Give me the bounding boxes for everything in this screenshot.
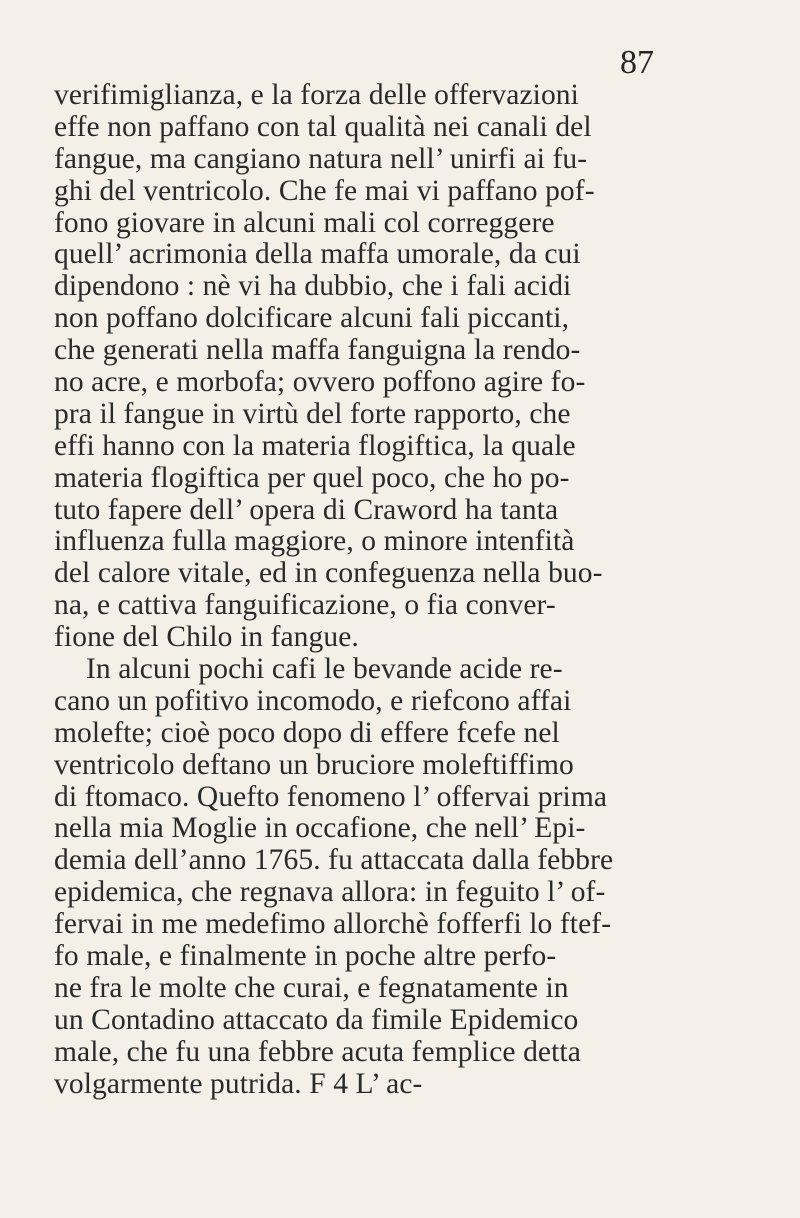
text-line: fione del Chilo in fangue.: [54, 621, 359, 654]
page-number: 87: [620, 44, 654, 81]
text-line: cano un pofitivo incomodo, e riefcono affai: [54, 684, 572, 717]
body-text: [54, 80, 774, 1101]
text-line: influenza fulla maggiore, o minore intenfità: [54, 525, 575, 558]
text-line: materia flogiftica per quel poco, che ho po-: [54, 461, 570, 494]
text-line: tuto fapere dell’ opera di Craword ha tanta: [54, 493, 559, 526]
text-line: fono giovare in alcuni mali col correggere: [54, 206, 555, 239]
text-line: na, e cattiva fanguificazione, o fia conver-: [54, 589, 556, 622]
text-line: verifimiglianza, e la forza delle offervazioni: [54, 79, 579, 111]
text-line: fo male, e finalmente in poche altre perfo-: [54, 940, 557, 973]
text-line: del calore vitale, ed in confeguenza nella buo-: [54, 557, 603, 590]
text-line: demia dell’anno 1765. fu attaccata dalla febbre: [54, 844, 614, 877]
text-line: pra il fangue in virtù del forte rapporto, che: [54, 397, 571, 430]
text-line: volgarmente putrida. F 4 L’ ac-: [54, 1067, 423, 1100]
text-line: male, che fu una febbre acuta femplice detta: [54, 1035, 581, 1068]
text-line: non poffano dolcificare alcuni fali piccanti,: [54, 302, 570, 335]
text-line: ne fra le molte che curai, e fegnatamente in: [54, 971, 569, 1004]
text-line: epidemica, che regnava allora: in feguito l’ of-: [54, 876, 606, 909]
text-line: effe non paffano con tal qualità nei canali del: [54, 110, 592, 143]
text-line: dipendono : nè vi ha dubbio, che i fali acidi: [54, 270, 572, 303]
text-line: molefte; cioè poco dopo di effere fcefe nel: [54, 716, 560, 749]
text-line: nella mia Moglie in occafione, che nell’ Epi-: [54, 812, 586, 845]
text-line: di ftomaco. Quefto fenomeno l’ offervai prima: [54, 780, 608, 813]
text-line: che generati nella maffa fanguigna la rendo-: [54, 334, 581, 367]
text-line: fangue, ma cangiano natura nell’ unirfi ai fu-: [54, 142, 588, 175]
text-line: un Contadino attaccato da fimile Epidemico: [54, 1003, 579, 1036]
text-line: ventricolo deftano un bruciore moleftiffimo: [54, 748, 574, 781]
text-line: no acre, e morbofa; ovvero poffono agire fo-: [54, 366, 586, 399]
text-line: effi hanno con la materia flogiftica, la quale: [54, 429, 576, 462]
text-line: In alcuni pochi cafi le bevande acide re-: [86, 653, 563, 686]
text-line: quell’ acrimonia della maffa umorale, da cui: [54, 238, 581, 271]
text-line: ghi del ventricolo. Che fe mai vi paffano pof-: [54, 174, 595, 207]
text-line: fervai in me medefimo allorchè fofferfi lo ftef-: [54, 908, 612, 941]
